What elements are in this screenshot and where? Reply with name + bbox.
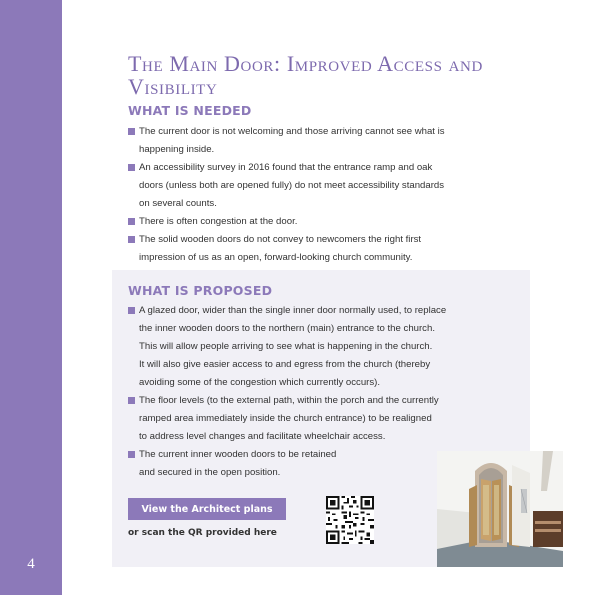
square-bullet-icon	[128, 397, 135, 404]
list-item-text: The current inner wooden doors to be retained and secured in the open position.	[139, 449, 337, 478]
square-bullet-icon	[128, 128, 135, 135]
square-bullet-icon	[128, 164, 135, 171]
proposed-heading: WHAT IS PROPOSED	[128, 283, 273, 298]
list-item	[128, 231, 508, 267]
list-item	[128, 302, 508, 392]
list-item-text: The floor levels (to the external path, within the porch and the currently ramped area immediately inside the church entrance) to be realigned to address level changes and facilitate wheelchair access.	[139, 395, 439, 442]
qr-caption: or scan the QR provided here	[128, 528, 277, 538]
list-item-text: The solid wooden doors do not convey to newcomers the right first impression of us as an open, forward-looking church community.	[139, 234, 422, 263]
square-bullet-icon	[128, 307, 135, 314]
square-bullet-icon	[128, 236, 135, 243]
list-item	[128, 392, 508, 446]
list-item-text: An accessibility survey in 2016 found that the entrance ramp and oak doors (unless both are opened fully) do not meet accessibility standards on several counts.	[139, 162, 445, 209]
view-architect-plans-button[interactable]: View the Architect plans	[128, 498, 286, 520]
square-bullet-icon	[128, 451, 135, 458]
list-item	[128, 159, 508, 213]
list-item	[128, 213, 508, 231]
needed-list	[128, 123, 508, 267]
square-bullet-icon	[128, 218, 135, 225]
qr-code-icon[interactable]	[326, 496, 374, 544]
page-number: 4	[27, 556, 35, 572]
page-title: The Main Door: Improved Access and Visibility	[128, 51, 483, 99]
list-item-text: The current door is not welcoming and those arriving cannot see what is happening inside.	[139, 126, 445, 155]
door-rendering-image	[437, 451, 563, 567]
list-item-text: There is often congestion at the door.	[139, 216, 298, 227]
needed-heading: WHAT IS NEEDED	[128, 103, 252, 118]
sidebar-band	[0, 0, 62, 595]
list-item	[128, 123, 508, 159]
list-item-text: A glazed door, wider than the single inner door normally used, to replace the inner wooden doors to the northern (main) entrance to the church. This will allow people arriving to see what is happening in the church. It will also give easier access to and egress from the church (thereby avoiding some of the congestion which currently occurs).	[139, 305, 447, 388]
